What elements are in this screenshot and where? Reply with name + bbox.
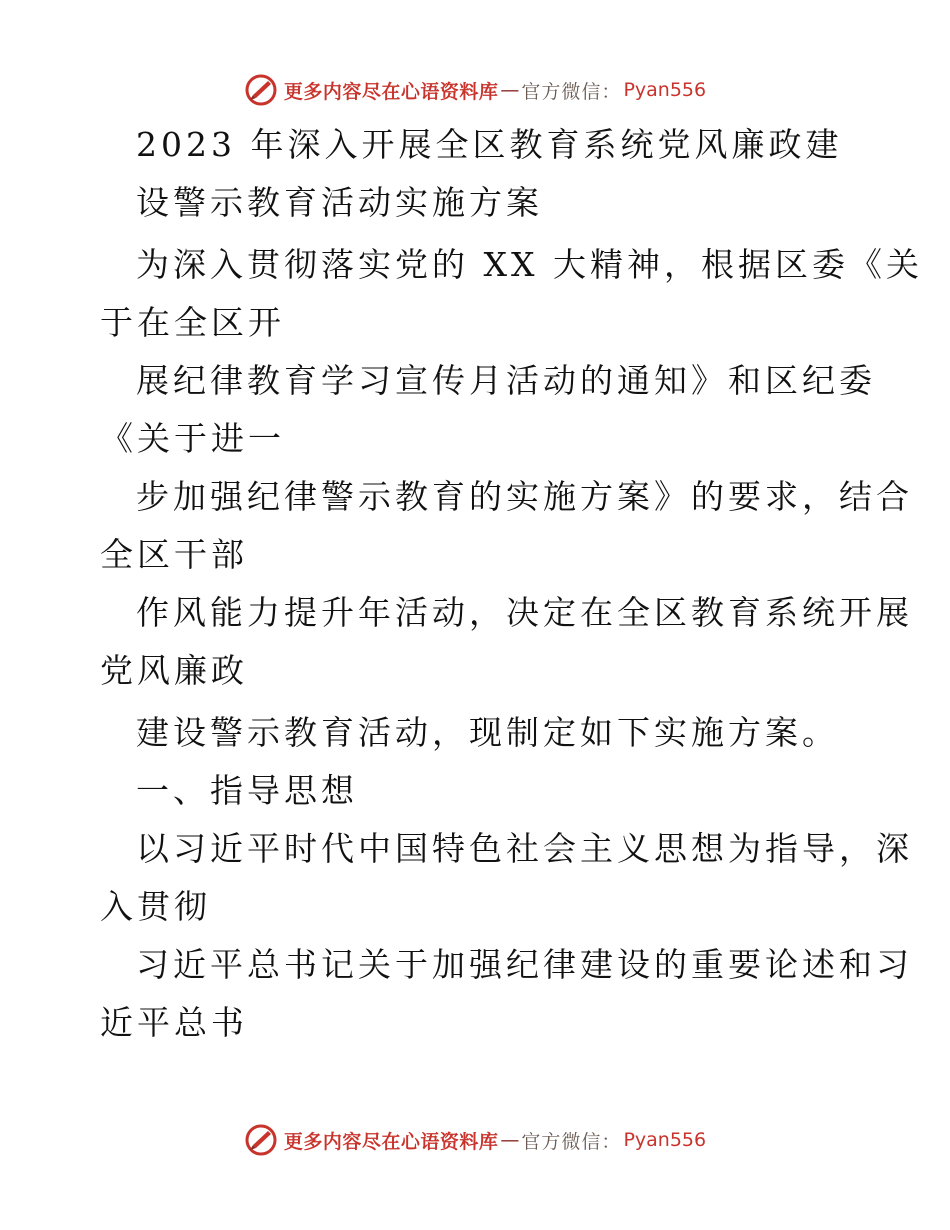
doc-line: 近平总书 <box>100 1003 248 1042</box>
doc-line: 全区干部 <box>100 535 248 574</box>
watermark-dash: — <box>500 1129 520 1151</box>
doc-line: 为深入贯彻落实党的 XX 大精神，根据区委《关 <box>136 245 923 284</box>
doc-line: 《关于进一 <box>100 419 285 458</box>
doc-line: 于在全区开 <box>100 303 285 342</box>
footer-watermark <box>0 1120 950 1160</box>
section-heading: 一、指导思想 <box>136 771 358 810</box>
doc-title-line-2: 设警示教育活动实施方案 <box>136 183 543 222</box>
watermark-dash: — <box>500 79 520 101</box>
pen-book-logo-icon <box>244 73 278 107</box>
watermark-official-label: 官方微信： <box>521 80 622 103</box>
watermark-site-text: 更多内容尽在心语资料库 <box>283 80 499 103</box>
doc-line: 作风能力提升年活动，决定在全区教育系统开展 <box>136 593 913 632</box>
doc-title-line-1: 2023 年深入开展全区教育系统党风廉政建 <box>136 125 843 164</box>
doc-line: 党风廉政 <box>100 651 248 690</box>
doc-line: 建设警示教育活动，现制定如下实施方案。 <box>136 713 839 752</box>
pen-book-logo-icon <box>244 1123 278 1157</box>
doc-line: 入贯彻 <box>100 887 211 926</box>
doc-line: 步加强纪律警示教育的实施方案》的要求，结合 <box>136 477 913 516</box>
doc-line: 习近平总书记关于加强纪律建设的重要论述和习 <box>136 945 913 984</box>
watermark-official-label: 官方微信： <box>521 1130 622 1153</box>
header-watermark <box>0 70 950 110</box>
watermark-wechat-id: Pyan556 <box>623 79 707 101</box>
doc-line: 以习近平时代中国特色社会主义思想为指导，深 <box>136 829 913 868</box>
watermark-site-text: 更多内容尽在心语资料库 <box>283 1130 499 1153</box>
watermark-wechat-id: Pyan556 <box>623 1129 707 1151</box>
doc-line: 展纪律教育学习宣传月活动的通知》和区纪委 <box>136 361 876 400</box>
